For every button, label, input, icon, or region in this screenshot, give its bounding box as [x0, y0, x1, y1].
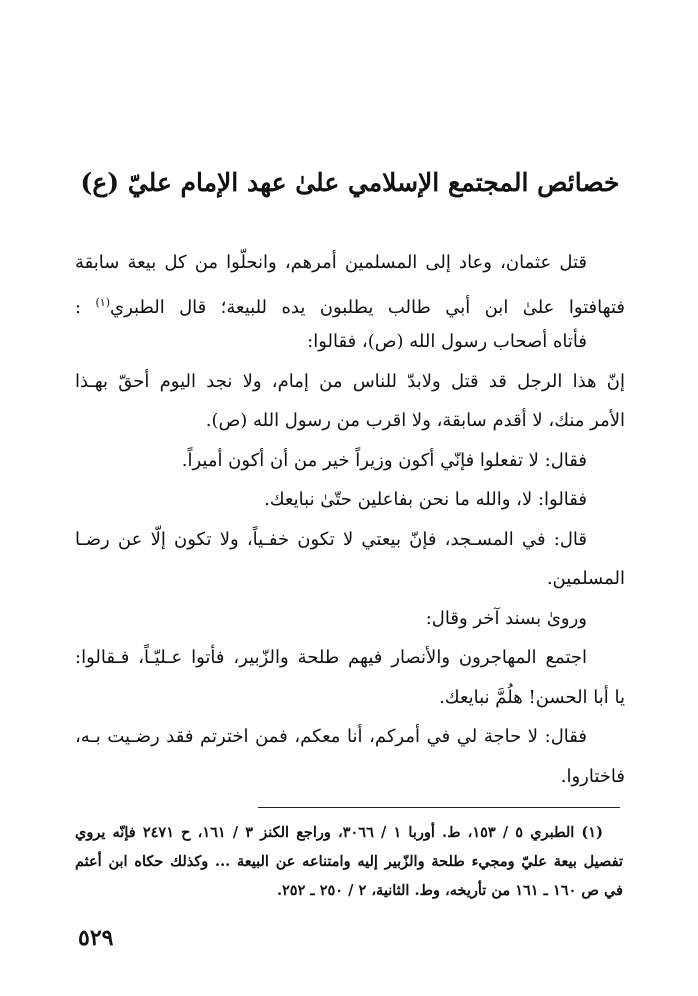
text-line: فقال: لا تفعلوا فإنّي أكون وزيراً خير من أن أكون أميراً. [181, 449, 587, 471]
text-line: الأمر منك، لا أقدم سابقة، ولا اقرب من رسول الله (ص). [205, 410, 625, 431]
text-line: فقالوا: لا، والله ما نحن بفاعلين حتّىٰ نبايعك. [264, 489, 587, 510]
text-line: قال: في المسـجد، فإنّ بيعتي لا تكون خفـياً، ولا تكون إلّا عن رضـا [75, 528, 587, 550]
footnote-reference[interactable]: (١) [95, 295, 110, 309]
footnotes [75, 818, 623, 905]
text-line [75, 283, 625, 323]
text-line: إنّ هذا الرجل قد قتل ولابدّ للناس من إمام، ولا نجد اليوم أحقّ بهـذا [75, 370, 625, 392]
text-line: فأتاه أصحاب رسول الله (ص)، فقالوا: [307, 331, 587, 352]
page-number: ٥٢٩ [78, 925, 114, 951]
page-title: خصائص المجتمع الإسلامي علىٰ عهد الإمام عليّ (ع) [80, 168, 620, 197]
text-line: ورویٰ بسند آخر وقال: [425, 607, 587, 629]
footnote-line: تفصيل بيعة عليّ ومجيء طلحة والزّبير إليه وامتناعه عن البيعة ... وكذلك حكاه ابن أعثم [75, 853, 623, 870]
footnote-divider [258, 807, 620, 808]
text-line: يا أبا الحسن! هلُمَّ نبايعك. [439, 686, 625, 708]
footnote-line: في ص ١٦٠ ـ ١٦١ من تأريخه، وط. الثانية، ٢ / ٢٥٠ ـ ٢٥٢. [276, 882, 623, 899]
text-line: المسلمين. [546, 568, 625, 589]
footnote-line: (١) الطبري ٥ / ١٥٣، ط. أوربا ١ / ٣٠٦٦، وراجع الكنز ٣ / ١٦١، ح ٢٤٧١ فإنّه يروي [75, 824, 603, 841]
text-segment: فتهافتوا علىٰ ابن أبي طالب يطلبون يده للبيعة؛ قال الطبري [110, 296, 625, 318]
text-line: فقال: لا حاجة لي في أمركم، أنا معكم، فمن اخترتم فقد رضـيت بـه، [75, 726, 587, 747]
text-line: اجتمع المهاجرون والأنصار فيهم طلحة والزّبير، فأتوا عـليّـاً، فـقالوا: [75, 647, 587, 668]
text-segment: : [75, 296, 82, 318]
main-text [75, 243, 625, 796]
text-line: قتل عثمان، وعاد إلى المسلمين أمرهم، وانحلّوا من كل بيعة سابقة [75, 252, 587, 273]
text-line: فاختاروا. [560, 765, 625, 787]
